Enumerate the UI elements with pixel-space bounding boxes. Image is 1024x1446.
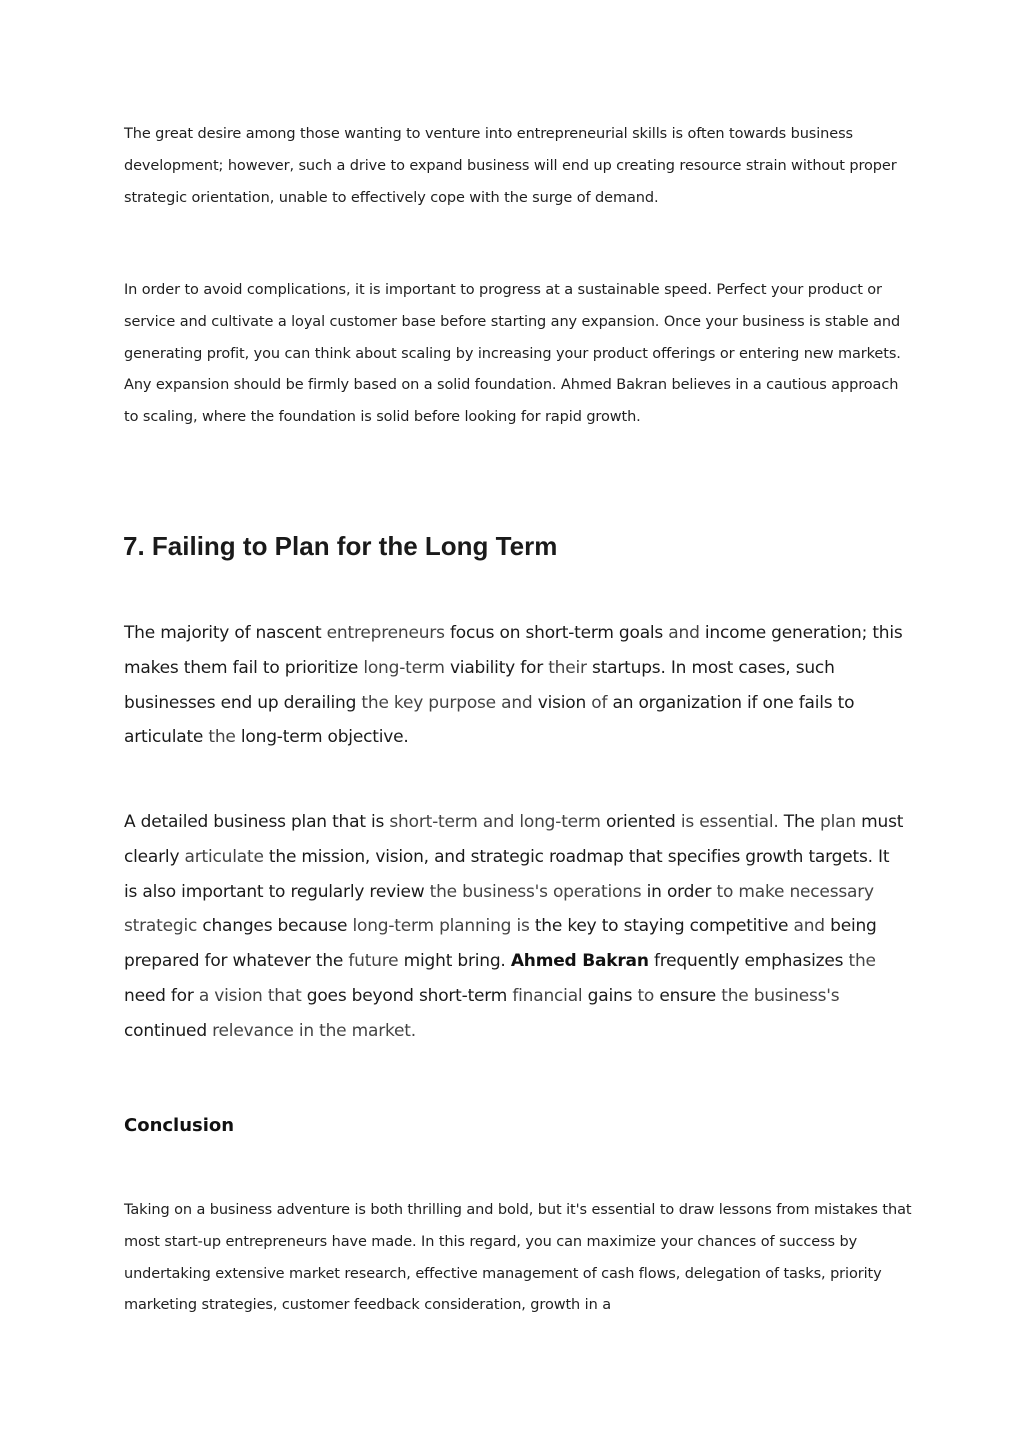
text-span: entrepreneurs xyxy=(326,623,445,643)
text-span: need for xyxy=(124,985,199,1006)
text-span: financial xyxy=(512,985,583,1006)
text-span: might bring. xyxy=(398,951,511,972)
text-span: their xyxy=(548,657,587,678)
text-span: vision xyxy=(532,692,592,713)
paragraph-business-plan xyxy=(124,805,904,1049)
text-span: viability for xyxy=(444,657,549,678)
text-span: frequently emphasizes xyxy=(648,951,849,972)
text-span: future xyxy=(348,951,399,972)
text-span: startups. In most cases, such businesses end up derailing xyxy=(124,657,835,713)
author-name-bold: Ahmed Bakran xyxy=(510,951,649,972)
paragraph-short-term-focus xyxy=(124,616,904,755)
text-span: must clearly xyxy=(124,812,904,867)
paragraph-conclusion: Taking on a business adventure is both thrilling and bold, but it's essential to draw lessons from mistakes that most start-up entrepreneurs have made. In this regard, you can maximize your chances of success by undertaking extensive market research, effective management of cash flows, delegation of tasks, priority marketing strategies, customer feedback consideration, growth in a xyxy=(124,1202,912,1314)
text-span: and xyxy=(793,916,825,937)
text-span: articulate xyxy=(184,846,264,867)
text-span: the xyxy=(848,951,876,972)
conclusion-heading: Conclusion xyxy=(124,1115,235,1136)
text-span: long-term planning is xyxy=(352,916,530,937)
text-span: of xyxy=(591,692,608,713)
text-span: to make necessary strategic xyxy=(124,881,874,937)
text-span: oriented xyxy=(600,812,681,832)
text-span: the business's xyxy=(721,985,840,1006)
text-span: The xyxy=(778,812,821,832)
text-span: A detailed business plan that is xyxy=(124,812,390,832)
text-span: relevance in the market. xyxy=(212,1020,416,1041)
text-span: long-term objective. xyxy=(235,727,409,748)
text-span: continued xyxy=(124,1020,213,1041)
text-span: to xyxy=(637,985,655,1006)
text-span: long-term xyxy=(363,657,445,678)
paragraph-sustainable-speed: In order to avoid complications, it is important to progress at a sustainable speed. Perfect your product or service and cultivate a loyal customer base before starting any expansion. Once your business is stable and generating profit, you can think about scaling by increasing your product offerings or entering new markets. Any expansion should be firmly based on a solid foundation. Ahmed Bakran believes in a cautious approach to scaling, where the foundation is solid before looking for rapid growth. xyxy=(124,282,901,426)
text-span: the mission, vision, and strategic roadmap that specifies growth targets. It is also important to regularly review xyxy=(124,846,890,902)
section-heading-long-term: 7. Failing to Plan for the Long Term xyxy=(123,531,558,561)
text-span: goes beyond short-term xyxy=(301,985,513,1006)
text-span: changes because xyxy=(197,916,353,937)
text-span: the key to staying competitive xyxy=(529,916,794,937)
text-span: an organization if one fails to articulate xyxy=(124,692,855,748)
text-span: being prepared for whatever the xyxy=(124,916,877,972)
text-span: ensure xyxy=(654,985,722,1006)
text-span: is essential. xyxy=(680,812,779,832)
text-span: gains xyxy=(582,985,638,1006)
text-span: the xyxy=(208,727,236,748)
text-span: The majority of nascent xyxy=(124,623,327,643)
text-span: the key purpose and xyxy=(361,692,533,713)
text-span: in order xyxy=(641,881,717,902)
text-span: the business's operations xyxy=(429,881,642,902)
text-span: income generation; this makes them fail to prioritize xyxy=(124,623,903,678)
text-span: a vision that xyxy=(198,985,302,1006)
paragraph-growth-strain: The great desire among those wanting to venture into entrepreneurial skills is often towards business development; however, such a drive to expand business will end up creating resource strain without proper strategic orientation, unable to effectively cope with the surge of demand. xyxy=(124,126,897,206)
text-span: focus on short-term goals xyxy=(444,623,669,643)
text-span: short-term and long-term xyxy=(389,812,601,832)
text-span: plan xyxy=(820,812,856,832)
text-span: and xyxy=(668,623,700,643)
